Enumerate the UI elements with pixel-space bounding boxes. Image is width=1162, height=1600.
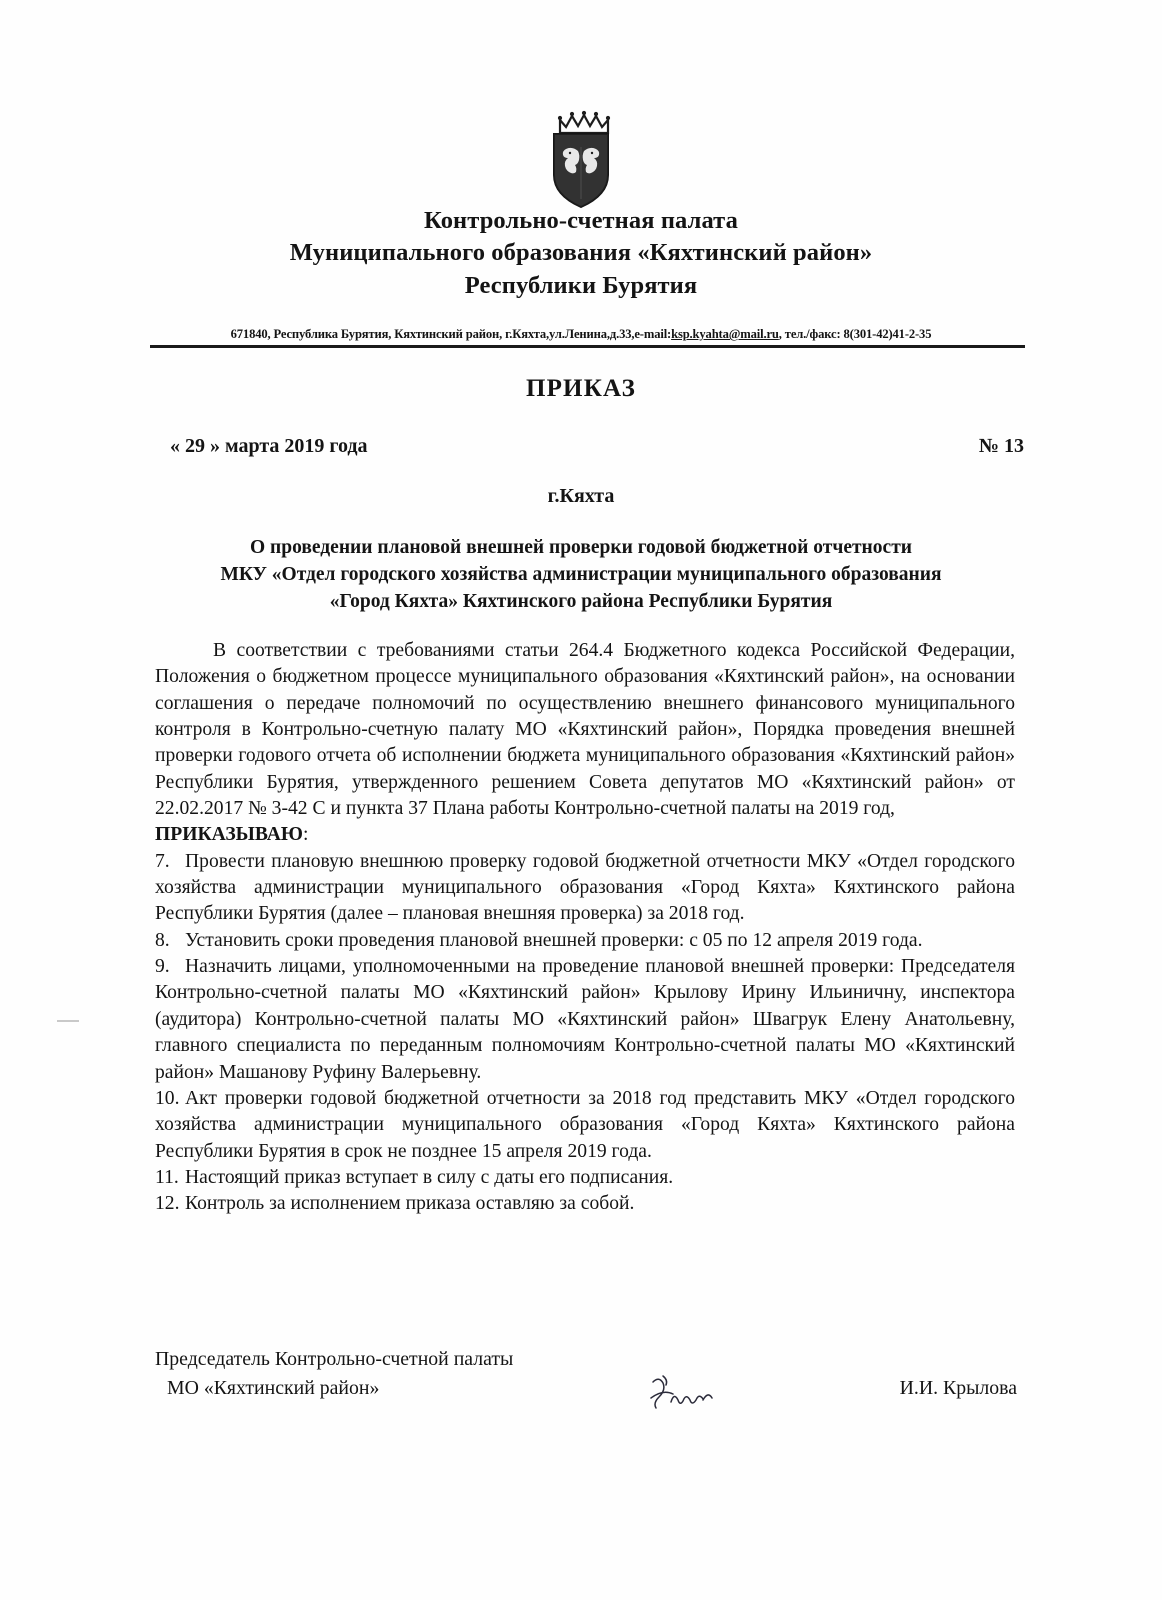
email-link[interactable]: ksp.kyahta@mail.ru <box>671 327 779 341</box>
order-verb-colon: : <box>302 824 309 846</box>
order-item-12-number: 12. <box>155 1193 180 1215</box>
order-item-8-number: 8. <box>155 929 170 951</box>
order-item-11-number: 11. <box>155 1166 179 1188</box>
signatory-name: И.И. Крылова <box>899 1376 1017 1399</box>
order-item-9-number: 9. <box>155 956 170 978</box>
order-item-8 <box>155 928 1015 954</box>
org-line-1: Контрольно-счетная палата <box>424 207 738 234</box>
preamble-paragraph: В соответствии с требованиями статьи 264.4 Бюджетного кодекса Российской Федерации, Положения о бюджетном процессе муниципального образования «Кяхтинский район», на основании соглашения о передаче полномочий по осуществлению внешнего финансового муниципального контроля в Контрольно-счетную палату МО «Кяхтинский район», Порядка проведения внешней проверки годового отчета об исполнении бюджета муниципального образования «Кяхтинский район» Республики Бурятия, утвержденного решением Совета депутатов МО «Кяхтинский район» от 22.02.2017 № 3-42 С и пункта 37 Плана работы Контрольно-счетной палаты на 2019 год, <box>155 640 1015 820</box>
subject-line-1: О проведении плановой внешней проверки годовой бюджетной отчетности <box>249 537 913 558</box>
order-item-9 <box>155 954 1015 1086</box>
contact-address: 671840, Республика Бурятия, Кяхтинский район, г.Кяхта,ул.Ленина,д.33,e-mail: <box>230 327 672 341</box>
order-item-10-number: 10. <box>155 1087 180 1109</box>
order-item-10-text: Акт проверки годовой бюджетной отчетности за 2018 год представить МКУ «Отдел городского хозяйства администрации муниципального образования «Город Кяхта» Кяхтинского района Республики Бурятия в срок не позднее 15 апреля 2019 года. <box>155 1087 1015 1162</box>
document-number: № 13 <box>978 435 1024 457</box>
document-type-title: ПРИКАЗ <box>525 375 637 402</box>
document-city: г.Кяхта <box>547 485 615 507</box>
signature-block <box>155 1345 1025 1402</box>
order-verb-line <box>155 822 1015 848</box>
subject-line-2: МКУ «Отдел городского хозяйства администрации муниципального образования <box>220 563 942 585</box>
scan-artifact <box>57 1020 79 1022</box>
order-item-10 <box>155 1086 1015 1165</box>
order-item-7-text: Провести плановую внешнюю проверку годовой бюджетной отчетности МКУ «Отдел городского хозяйства администрации муниципального образования «Город Кяхта» Кяхтинского района Республики Бурятия (далее – плановая внешняя проверка) за 2018 год. <box>155 850 1015 925</box>
order-item-12-text: Контроль за исполнением приказа оставляю за собой. <box>185 1193 635 1215</box>
signatory-office-line-1: Председатель Контрольно-счетной палаты <box>155 1348 514 1370</box>
order-item-8-text: Установить сроки проведения плановой внешней проверки: с 05 по 12 апреля 2019 года. <box>185 929 923 951</box>
org-line-2: Муниципального образования «Кяхтинский район» <box>289 239 873 267</box>
emblem-container <box>0 103 1162 211</box>
order-item-7 <box>155 849 1015 928</box>
order-item-12 <box>155 1191 1015 1217</box>
contact-info-line <box>150 327 1012 342</box>
order-item-11-text: Настоящий приказ вступает в силу с даты его подписания. <box>185 1166 674 1188</box>
signature-row <box>155 1374 1025 1403</box>
order-item-7-number: 7. <box>155 850 170 872</box>
document-body <box>155 638 1015 1218</box>
coat-of-arms-icon <box>538 103 624 211</box>
order-item-9-text: Назначить лицами, уполномоченными на проведение плановой внешней проверки: Председателя Контрольно-счетной палаты МО «Кяхтинский район» Крылову Ирину Ильиничну, инспектора (аудитора) Контрольно-счетной палаты МО «Кяхтинский район» Швагрук Елену Анатольевну, главного специалиста по переданным полномочиям Контрольно-счетной палаты МО «Кяхтинский район» Машанову Руфину Валерьевну. <box>155 956 1015 1083</box>
header-divider <box>150 345 1025 348</box>
order-verb: ПРИКАЗЫВАЮ <box>155 824 303 846</box>
contact-phone: , тел./факс: 8(301-42)41-2-35 <box>778 327 932 341</box>
signatory-office-line-2: МО «Кяхтинский район» <box>167 1376 380 1399</box>
org-line-3: Республики Бурятия <box>464 271 698 299</box>
document-subject <box>150 535 1012 616</box>
document-meta-row <box>170 435 1030 458</box>
subject-line-3: «Город Кяхта» Кяхтинского района Республики Бурятия <box>329 590 833 612</box>
document-date: « 29 » марта 2019 года <box>170 435 368 457</box>
order-item-11 <box>155 1165 1015 1191</box>
organization-header <box>0 205 1162 302</box>
